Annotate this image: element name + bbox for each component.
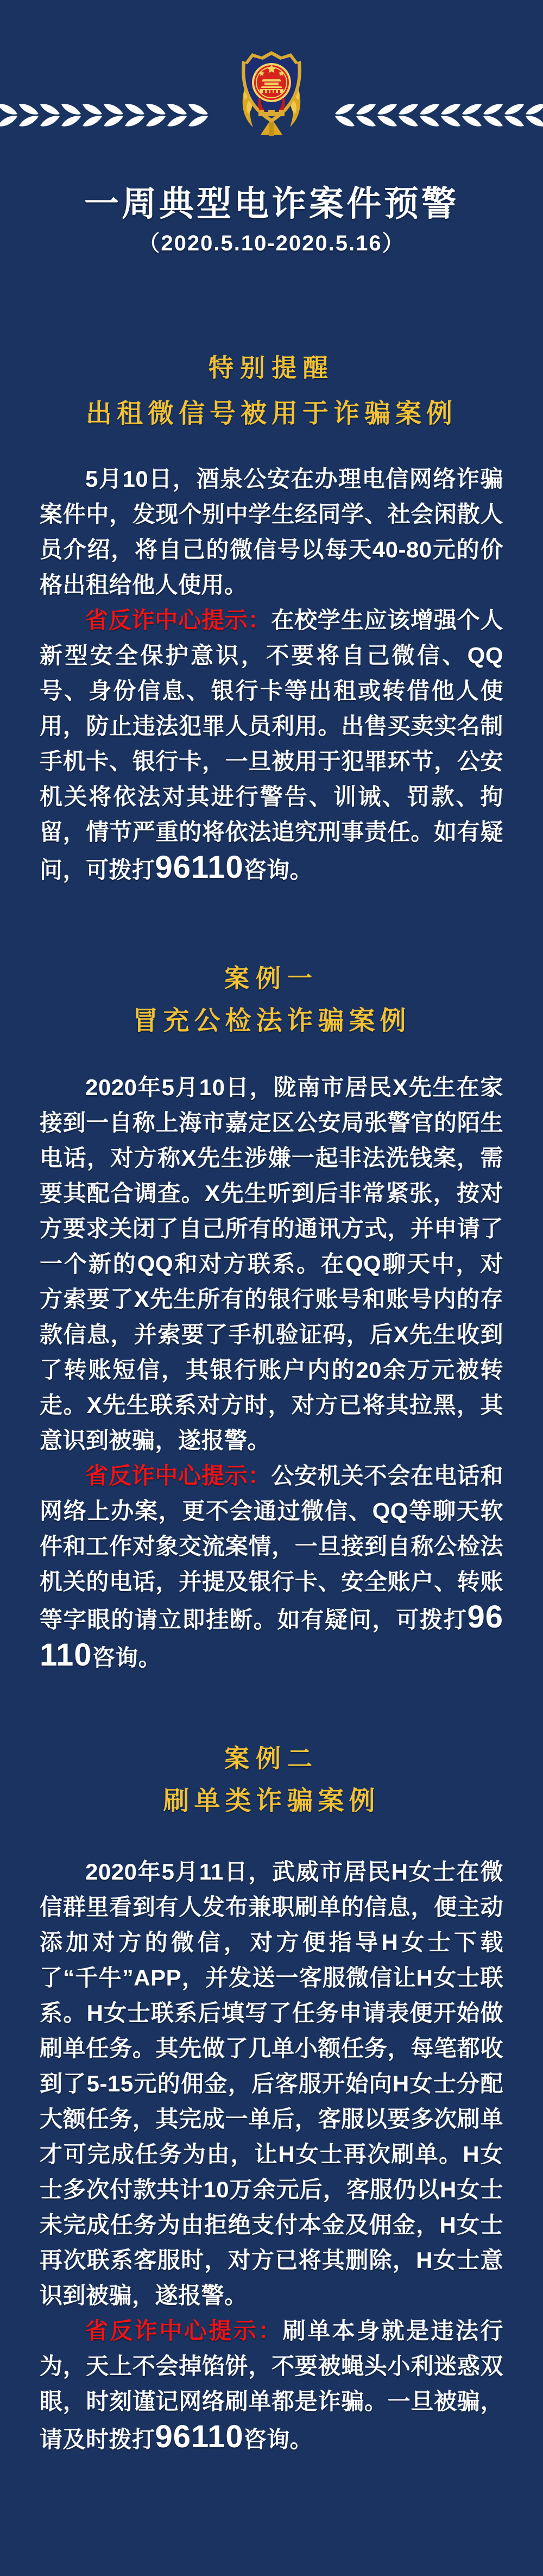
case-paragraph: 5月10日，酒泉公安在办理电信网络诈骗案件中，发现个别中学生经同学、社会闲散人员介绍，将自己的微信号以每天40-80元的价格出租给他人使用。 bbox=[40, 466, 503, 598]
section-label: 案例一 bbox=[224, 964, 319, 992]
section-body bbox=[0, 1854, 543, 2457]
tip-label: 省反诈中心提示： bbox=[85, 1463, 272, 1488]
laurel-chevron-band-right-icon bbox=[333, 103, 543, 127]
section-title: 出租微信号被用于诈骗案例 bbox=[85, 399, 457, 428]
section-body bbox=[0, 461, 543, 888]
section-special-notice bbox=[0, 353, 543, 888]
tip-label: 省反诈中心提示： bbox=[85, 607, 272, 633]
date-range: （2020.5.10-2020.5.16） bbox=[138, 231, 405, 255]
section-title: 冒充公检法诈骗案例 bbox=[132, 1007, 411, 1035]
case-paragraph: 2020年5月11日，武威市居民H女士在微信群里看到有人发布兼职刷单的信息，便主动添加对方的微信，对方便指导H女士下载了“千牛”APP，并发送一客服微信让H女士联系。H女士联系后填写了任务申请表便开始做刷单任务。其先做了几单小额任务，每笔都收到了5-15元的佣金，后客服开始向H女士分配大额任务，其完成一单后，客服以要多次刷单才可完成任务为由，让H女士再次刷单。H女士多次付款共计10万余元后，客服仍以H女士未完成任务为由拒绝支付本金及佣金，H女士再次联系客服时，对方已将其删除，H女士意识到被骗，遂报警。 bbox=[40, 1859, 503, 2308]
hotline-number: 96110 bbox=[155, 850, 244, 885]
section-title: 刷单类诈骗案例 bbox=[163, 1787, 380, 1815]
section-body bbox=[0, 1070, 543, 1675]
laurel-chevron-band-left-icon bbox=[0, 103, 210, 127]
hotline-number: 96110 bbox=[40, 1599, 503, 1673]
tip-paragraph: 省反诈中心提示：公安机关不会在电话和网络上办案，更不会通过微信、QQ等聊天软件和工作对象交流案情，一旦接到自称公检法机关的电话，并提及银行卡、安全账户、转账等字眼的请立即挂断。如有疑问，可拨打96110咨询。 bbox=[40, 1463, 503, 1673]
tip-paragraph: 省反诈中心提示：在校学生应该增强个人新型安全保护意识，不要将自己微信、QQ号、身份信息、银行卡等出租或转借他人使用，防止违法犯罪人员利用。出售买卖实名制手机卡、银行卡，一旦被用于犯罪环节，公安机关将依法对其进行警告、训诫、罚款、拘留，情节严重的将依法追究刑事责任。如有疑问，可拨打96110咨询。 bbox=[40, 607, 503, 885]
section-label: 案例二 bbox=[224, 1744, 319, 1773]
section-case-2 bbox=[0, 1744, 543, 2457]
page-title: 一周典型电诈案件预警 bbox=[84, 184, 459, 223]
section-label: 特别提醒 bbox=[209, 354, 334, 382]
header-band bbox=[0, 0, 543, 185]
section-case-1 bbox=[0, 964, 543, 1675]
tip-paragraph: 省反诈中心提示：刷单本身就是违法行为，天上不会掉馅饼，不要被蝇头小利迷惑双眼，时刻谨记网络刷单都是诈骗。一旦被骗，请及时拨打96110咨询。 bbox=[40, 2318, 503, 2454]
case-paragraph: 2020年5月10日，陇南市居民X先生在家接到一自称上海市嘉定区公安局张警官的陌生电话，对方称X先生涉嫌一起非法洗钱案，需要其配合调查。X先生听到后非常紧张，按对方要求关闭了自己所有的通讯方式，并申请了一个新的QQ和对方联系。在QQ聊天中，对方索要了X先生所有的银行账号和账号内的存款信息，并索要了手机验证码，后X先生收到了转账短信，其银行账户内的20余万元被转走。X先生联系对方时，对方已将其拉黑，其意识到被骗，遂报警。 bbox=[40, 1075, 503, 1453]
police-badge-icon bbox=[236, 49, 307, 139]
hotline-number: 96110 bbox=[155, 2419, 244, 2454]
tip-label: 省反诈中心提示： bbox=[85, 2318, 283, 2343]
